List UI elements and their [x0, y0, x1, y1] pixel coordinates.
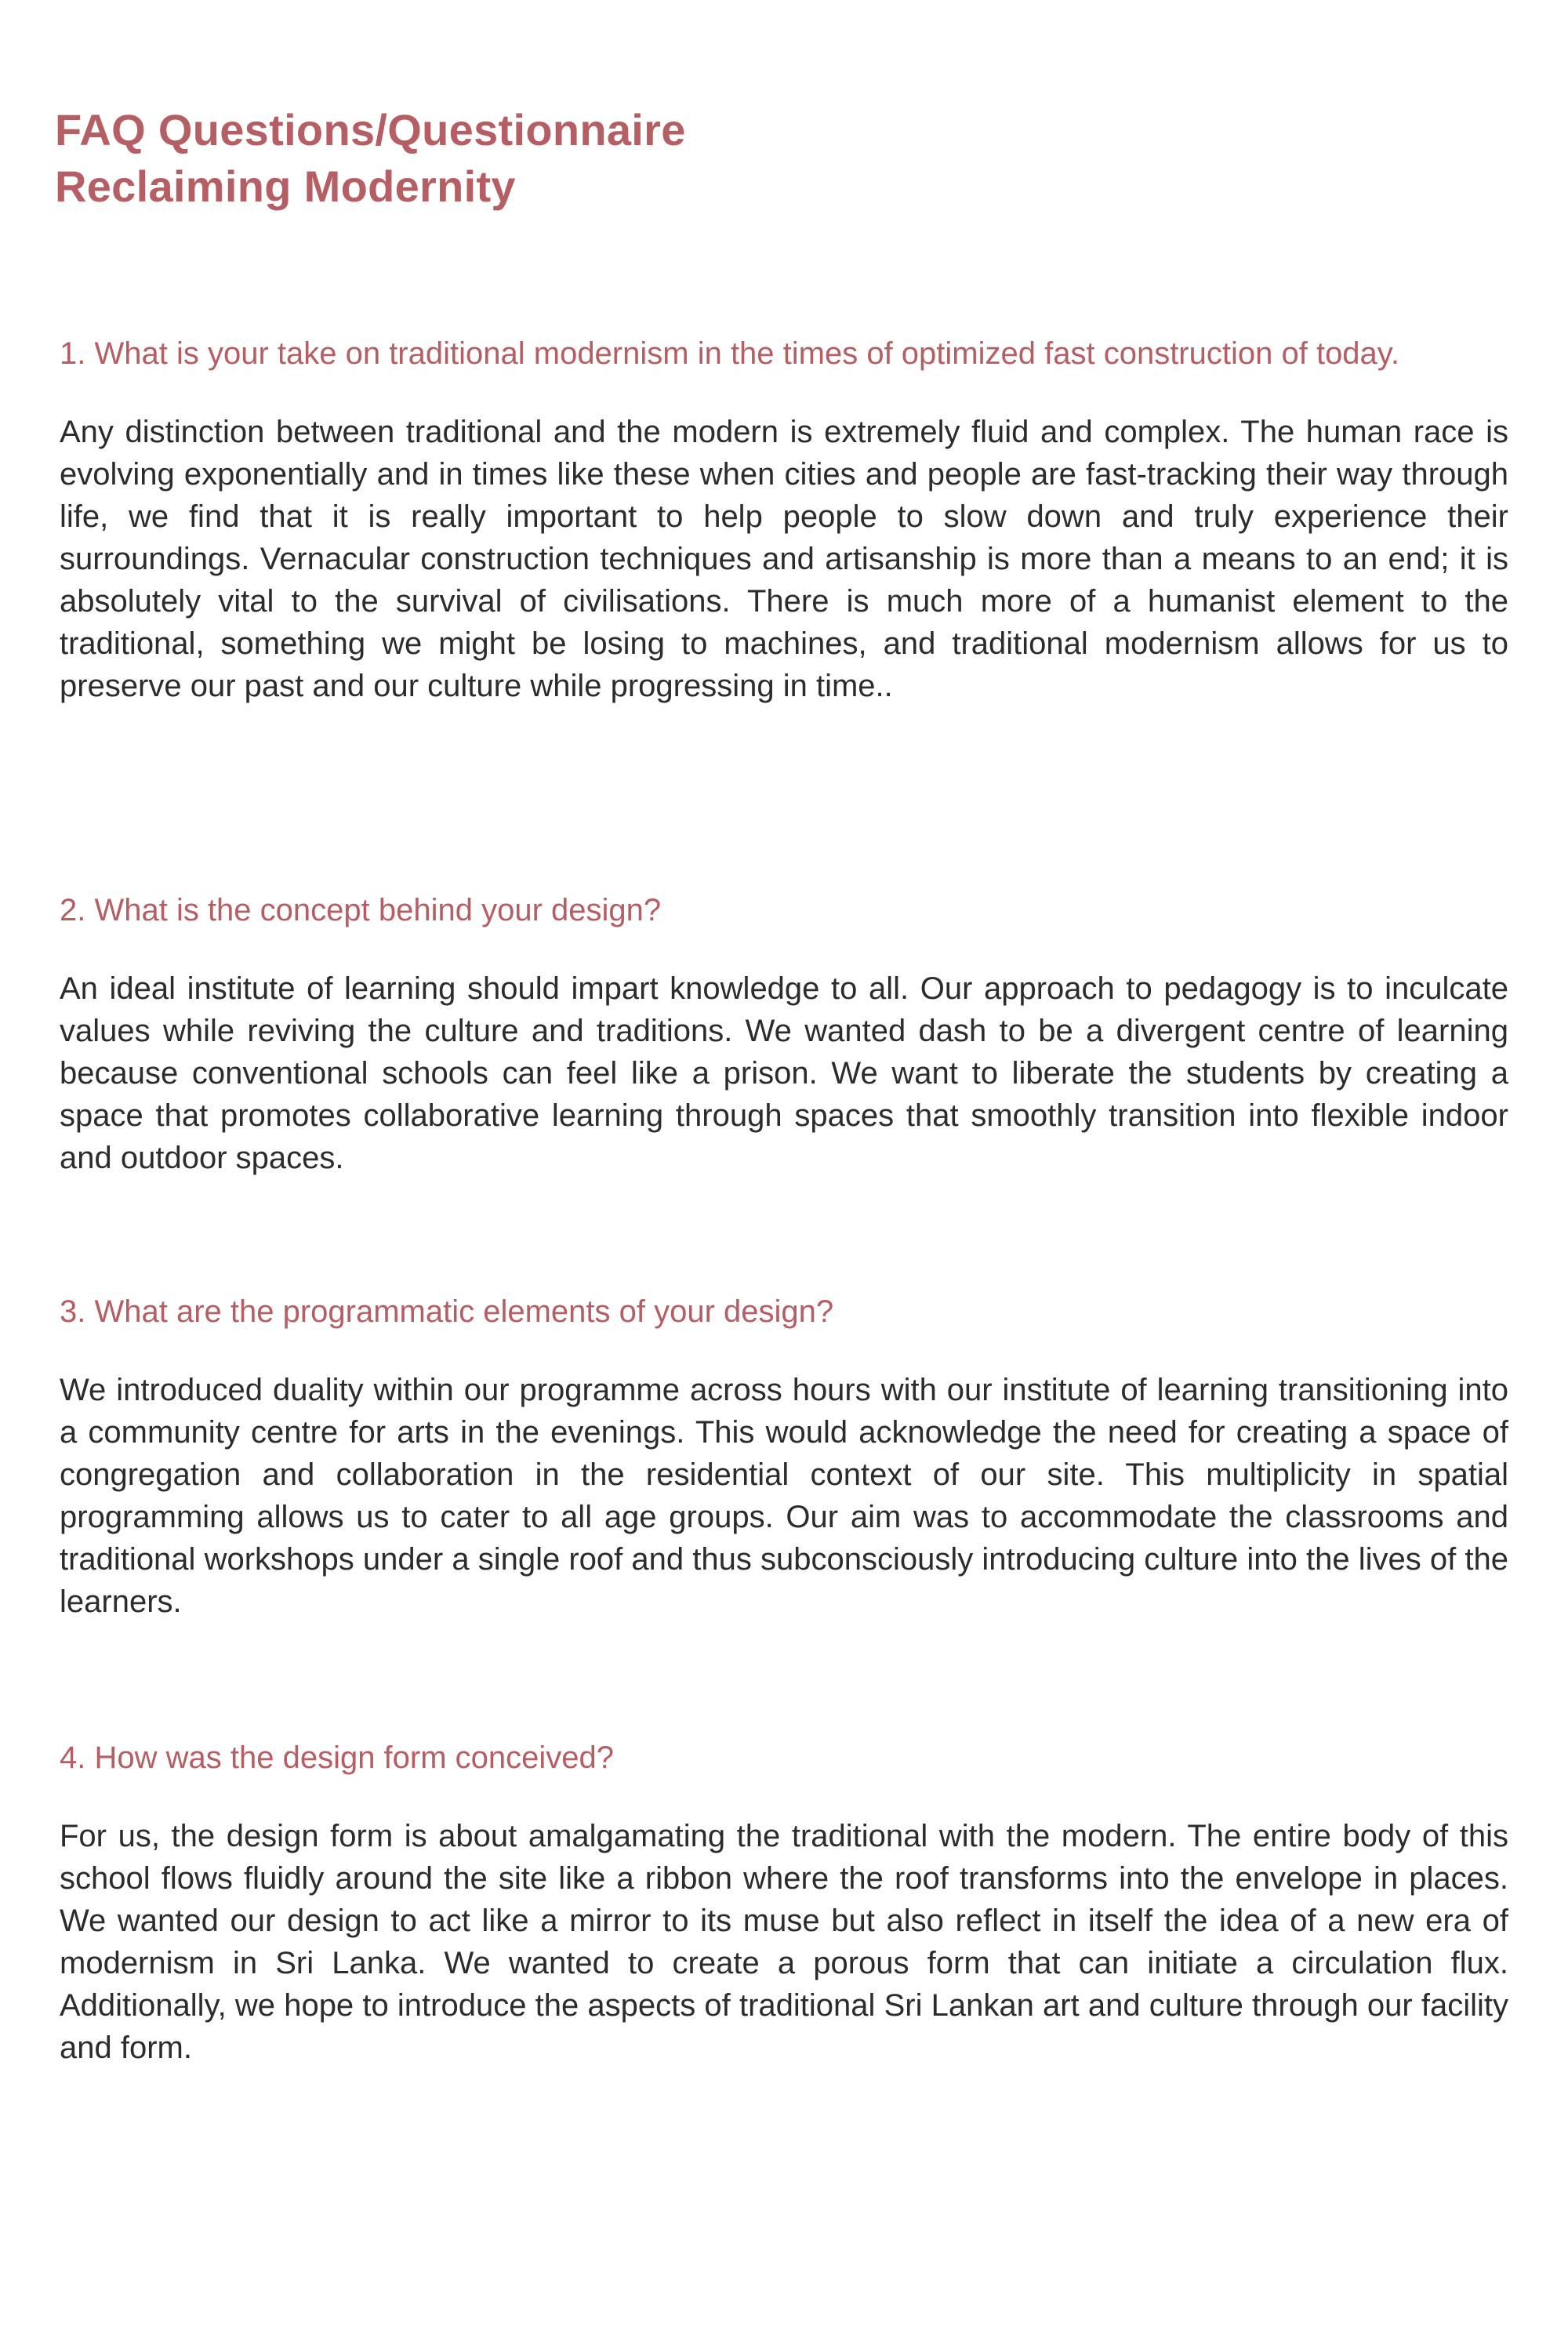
faq-item-2	[60, 889, 1508, 1179]
faq-question-4: 4. How was the design form conceived?	[60, 1740, 615, 1775]
title-line-1: FAQ Questions/Questionnaire	[55, 105, 686, 154]
page-title	[55, 102, 1231, 215]
faq-item-4	[60, 1737, 1508, 2069]
faq-question-1: 1. What is your take on traditional modernism in the times of optimized fast construction of today.	[60, 336, 1399, 371]
faq-question-3: 3. What are the programmatic elements of your design?	[60, 1294, 834, 1329]
faq-answer-3: We introduced duality within our programme across hours with our institute of learning transitioning into a community centre for arts in the evenings. This would acknowledge the need for creating a space of congregation and collaboration in the residential context of our site. This multiplicity in spatial programming allows us to cater to all age groups. Our aim was to accommodate the classrooms and traditional workshops under a single roof and thus subconsciously introducing culture into the lives of the learners.	[60, 1373, 1508, 1619]
faq-question-2: 2. What is the concept behind your design?	[60, 893, 662, 927]
faq-answer-1: Any distinction between traditional and the modern is extremely fluid and complex. The human race is evolving exponentially and in times like these when cities and people are fast-tracking their way through life, we find that it is really important to help people to slow down and truly experience their surroundings. Vernacular construction techniques and artisanship is more than a means to an end; it is absolutely vital to the survival of civilisations. There is much more of a humanist element to the traditional, something we might be losing to machines, and traditional modernism allows for us to preserve our past and our culture while progressing in time..	[60, 415, 1508, 703]
faq-answer-4: For us, the design form is about amalgamating the traditional with the modern. The entire body of this school flows fluidly around the site like a ribbon where the roof transforms into the envelope in places. We wanted our design to act like a mirror to its muse but also reflect in itself the idea of a new era of modernism in Sri Lanka. We wanted to create a porous form that can initiate a circulation flux. Additionally, we hope to introduce the aspects of traditional Sri Lankan art and culture through our facility and form.	[60, 1819, 1508, 2065]
faq-item-1	[60, 332, 1508, 707]
title-line-2: Reclaiming Modernity	[55, 162, 516, 211]
faq-item-3	[60, 1290, 1508, 1623]
faq-answer-2: An ideal institute of learning should impart knowledge to all. Our approach to pedagogy is to inculcate values while reviving the culture and traditions. We wanted dash to be a divergent centre of learning because conventional schools can feel like a prison. We want to liberate the students by creating a space that promotes collaborative learning through spaces that smoothly transition into flexible indoor and outdoor spaces.	[60, 971, 1508, 1175]
